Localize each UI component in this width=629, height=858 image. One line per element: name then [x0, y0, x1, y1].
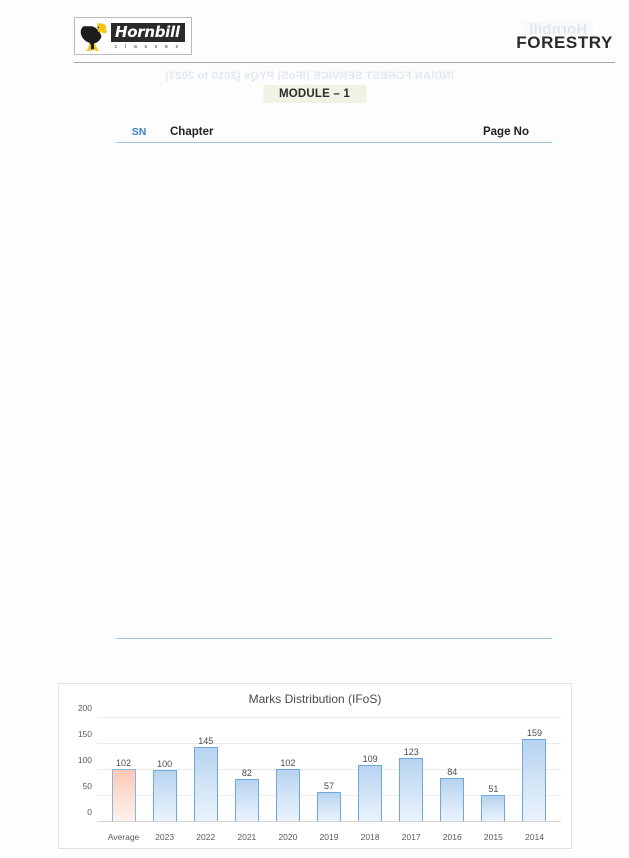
table-row[interactable] — [116, 214, 552, 238]
table-row[interactable] — [116, 496, 552, 520]
toc-header-sn: SN — [131, 126, 147, 138]
chart-bar-value-label: 102 — [280, 757, 296, 768]
table-row[interactable] — [116, 613, 552, 637]
chart-bar-slot — [226, 718, 267, 822]
chart-bar[interactable] — [522, 728, 546, 822]
subject-title: FORESTRY — [516, 33, 613, 52]
brand-name: Hornbill — [111, 23, 185, 42]
chart-x-tick-label: 2023 — [155, 832, 175, 842]
chart-x-tick-label: Average — [107, 832, 140, 842]
chart-x-tick-labels — [97, 832, 561, 842]
chart-x-tick-label: 2017 — [401, 832, 421, 842]
header-divider — [74, 62, 615, 63]
table-row[interactable] — [116, 378, 552, 402]
chart-x-tick-label: 2020 — [278, 832, 298, 842]
watermark-logo-ghost: Hornbill — [523, 20, 593, 39]
chart-bar-value-label: 102 — [116, 757, 132, 768]
table-row[interactable] — [116, 237, 552, 261]
chart-x-tick-label: 2022 — [196, 832, 216, 842]
table-row[interactable] — [116, 284, 552, 308]
chart-y-tick-label: 0 — [87, 807, 92, 817]
brand-logo — [74, 17, 192, 55]
chart-bars — [97, 718, 561, 822]
chart-bar[interactable] — [153, 759, 177, 822]
chart-bar[interactable] — [194, 735, 218, 822]
chart-x-axis — [97, 821, 561, 822]
chart-bar-slot — [185, 718, 226, 822]
table-row[interactable] — [116, 143, 552, 167]
chart-x-tick-label: 2019 — [319, 832, 339, 842]
chart-bar[interactable] — [317, 781, 341, 822]
chart-x-tick-label: 2018 — [360, 832, 380, 842]
chart-bar-value-label: 57 — [324, 781, 335, 792]
chart-bar[interactable] — [235, 768, 259, 822]
chart-bar[interactable] — [276, 757, 300, 822]
toc-header-row — [116, 122, 552, 143]
table-row[interactable] — [116, 425, 552, 449]
chart-bar[interactable] — [481, 784, 505, 822]
table-row[interactable] — [116, 590, 552, 614]
chart-y-tick-label: 150 — [77, 729, 92, 739]
chart-bar-value-label: 159 — [526, 728, 542, 739]
chart-bar-value-label: 100 — [157, 759, 173, 769]
chart-x-tick-label: 2021 — [237, 832, 257, 842]
hornbill-bird-icon — [79, 20, 109, 52]
toc-bottom-divider — [116, 638, 552, 639]
table-row[interactable] — [116, 190, 552, 214]
toc-body — [116, 143, 552, 637]
chart-y-tick-label: 100 — [77, 755, 92, 765]
brand-tagline: c l a s s e s — [114, 43, 182, 50]
watermark-header-text: INDIAN FOREST SERVICE (IFoS) PYQs (2010 to 2023) — [165, 70, 454, 82]
chart-bar-value-label: 82 — [241, 768, 252, 779]
table-row[interactable] — [116, 543, 552, 567]
table-row[interactable] — [116, 261, 552, 285]
chart-bar-slot — [514, 718, 555, 822]
chart-bar-slot — [267, 718, 308, 822]
table-row[interactable] — [116, 355, 552, 379]
chart-bar[interactable] — [358, 754, 382, 822]
chart-bar-slot — [103, 718, 144, 822]
table-row[interactable] — [116, 566, 552, 590]
chart-y-tick-label: 50 — [82, 781, 92, 791]
table-row[interactable] — [116, 449, 552, 473]
brand-wordmark — [111, 23, 185, 50]
table-row[interactable] — [116, 519, 552, 543]
chart-bar[interactable] — [440, 767, 464, 822]
chart-bar[interactable] — [399, 747, 423, 822]
chart-bar-slot — [473, 718, 514, 822]
chart-bar-value-label: 109 — [362, 754, 378, 765]
table-row[interactable] — [116, 167, 552, 191]
chart-bar-slot — [391, 718, 432, 822]
chart-bar-slot — [144, 718, 185, 822]
module-badge: MODULE – 1 — [263, 85, 366, 103]
table-row[interactable] — [116, 472, 552, 496]
toc-header-chapter: Chapter — [170, 126, 214, 138]
chart-y-tick-label: 200 — [77, 703, 92, 713]
table-row[interactable] — [116, 331, 552, 355]
chart-bar-value-label: 84 — [447, 767, 458, 778]
chart-x-tick-label: 2014 — [525, 832, 544, 842]
chart-bar-slot — [432, 718, 473, 822]
chart-bar-value-label: 145 — [198, 735, 214, 746]
table-row[interactable] — [116, 402, 552, 426]
chart-title: Marks Distribution (IFoS) — [248, 692, 382, 706]
marks-distribution-chart — [58, 683, 572, 849]
chart-bar-slot — [350, 718, 391, 822]
table-of-contents — [116, 122, 552, 639]
page-header — [0, 0, 629, 74]
chart-bar-value-label: 123 — [403, 747, 419, 758]
chart-bar-slot — [308, 718, 349, 822]
chart-x-tick-label: 2015 — [483, 832, 503, 842]
chart-bar-value-label: 51 — [488, 784, 499, 795]
toc-header-page: Page No — [482, 126, 529, 138]
table-row[interactable] — [116, 308, 552, 332]
chart-bar[interactable] — [112, 757, 136, 822]
chart-x-tick-label: 2016 — [442, 832, 462, 842]
chart-plot-area — [77, 703, 561, 822]
